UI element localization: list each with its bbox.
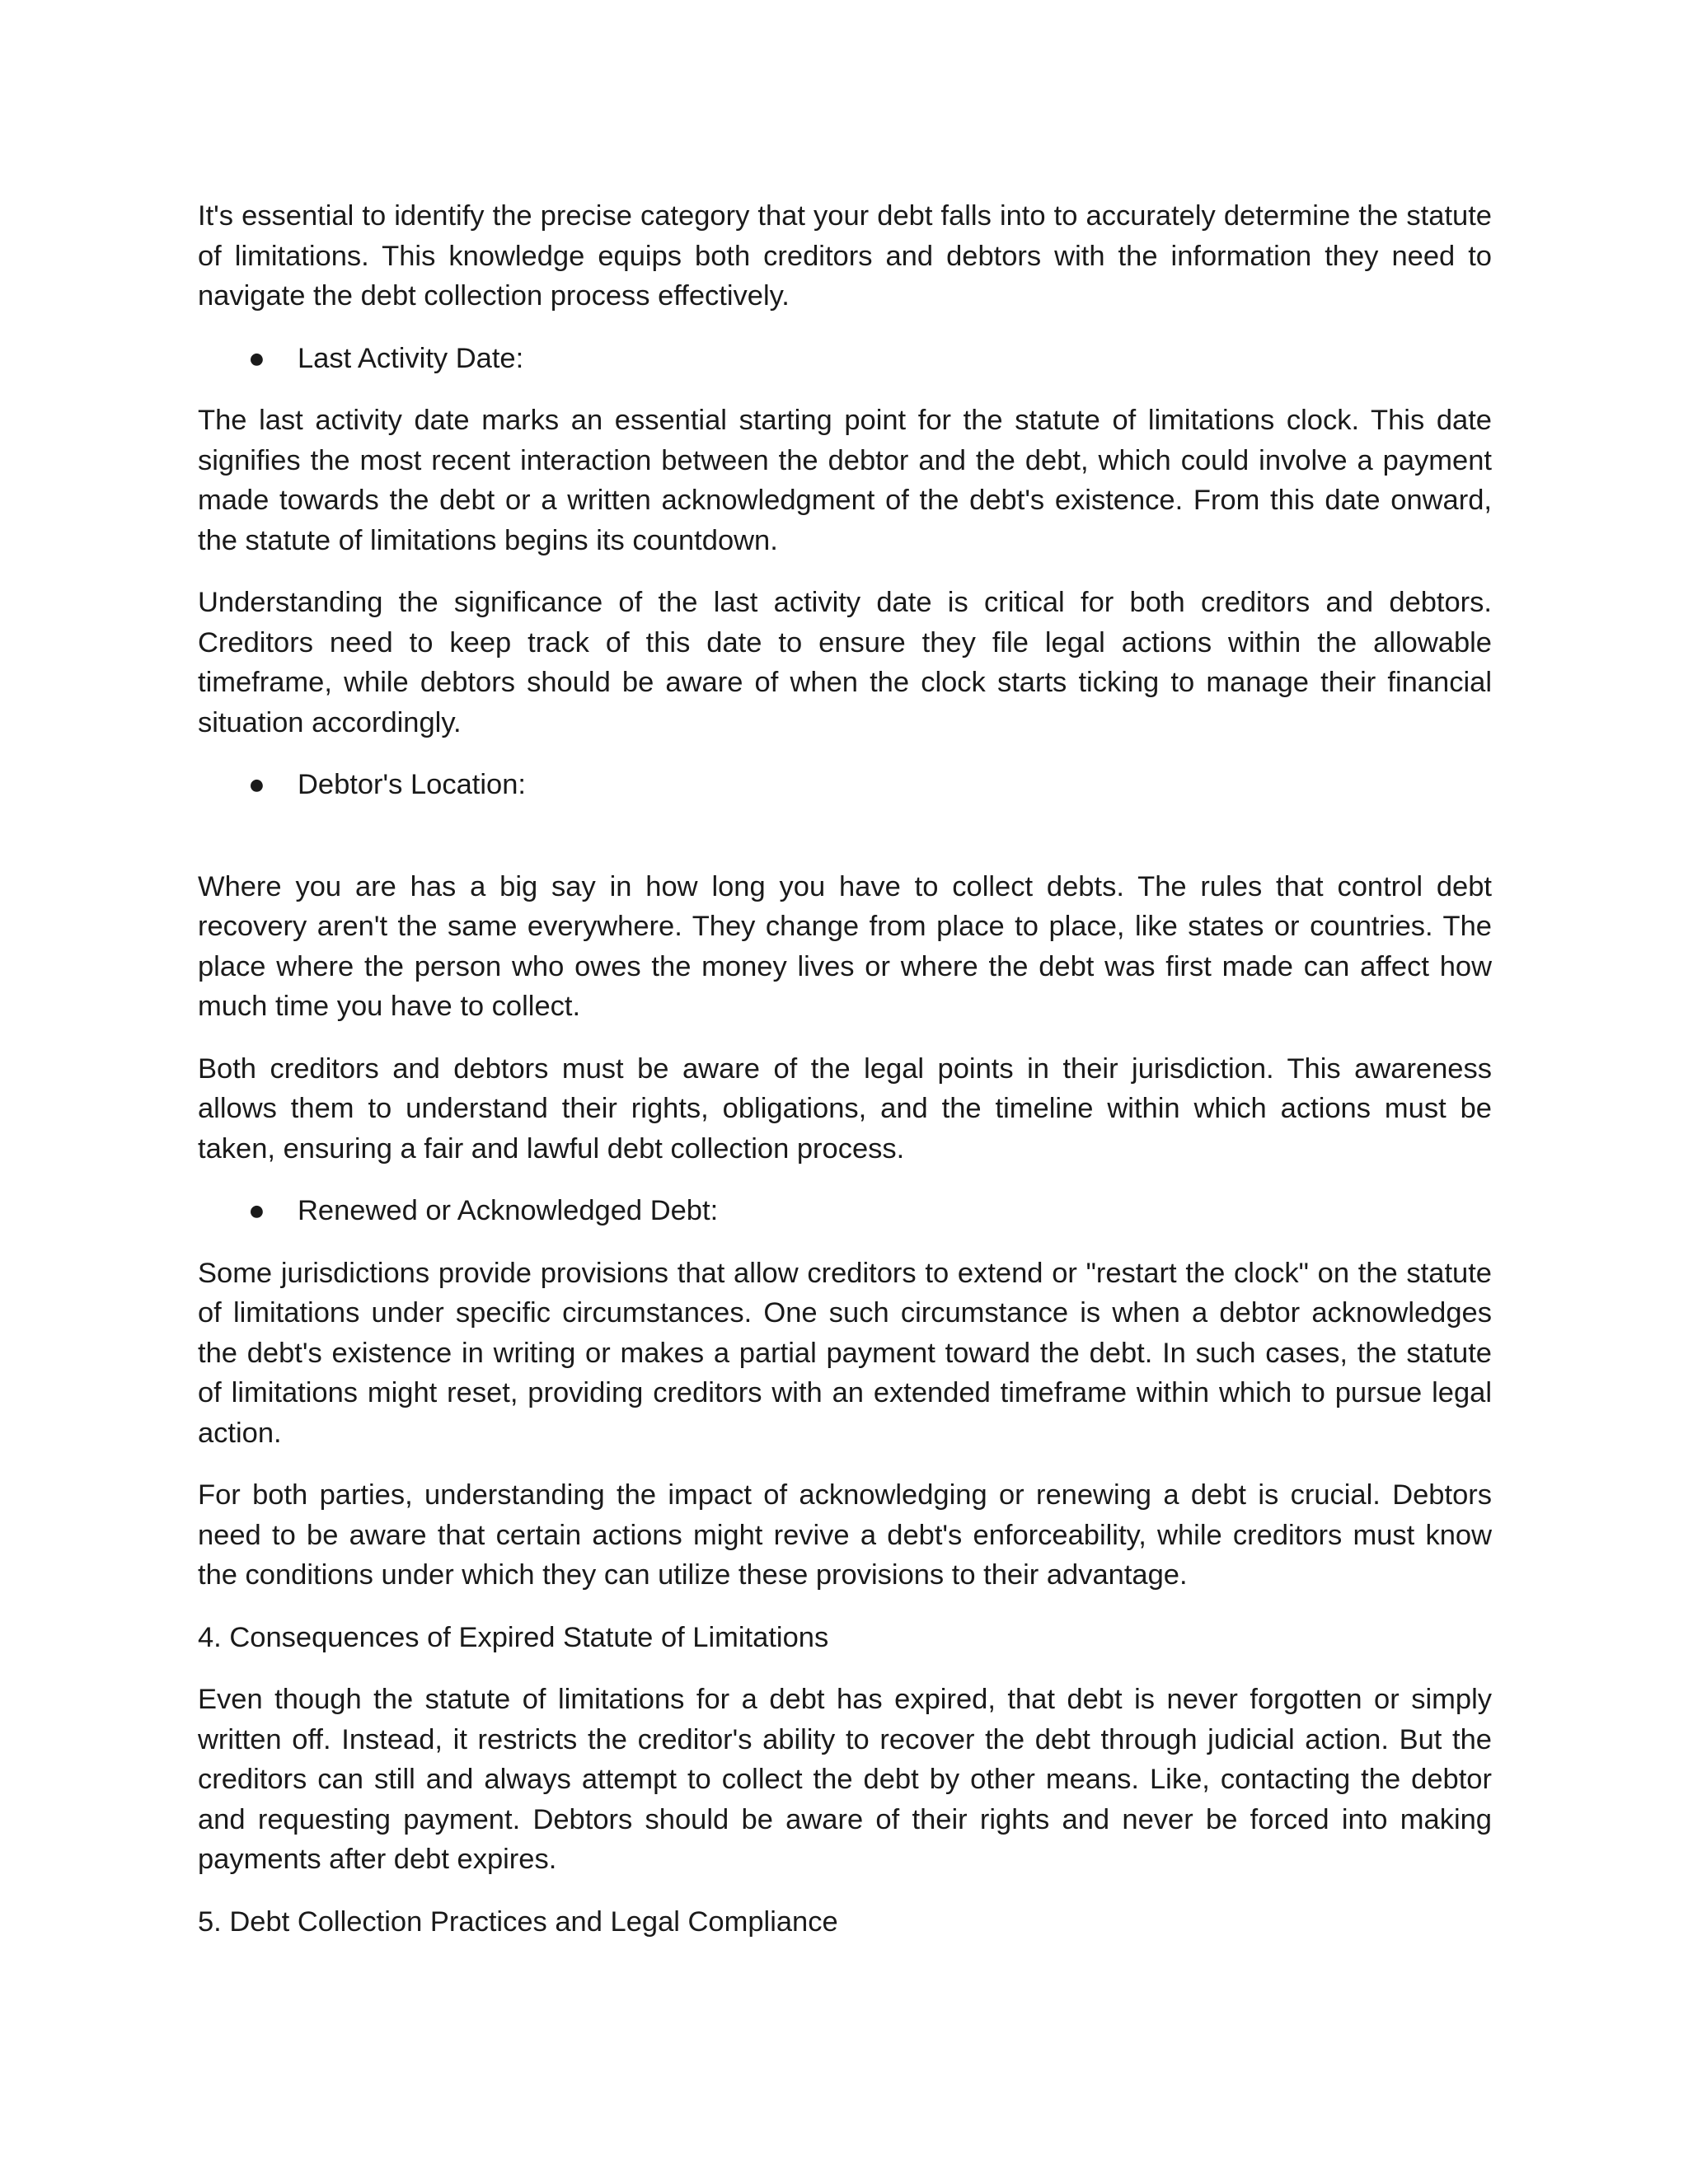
paragraph-expired-consequences: Even though the statute of limitations for a debt has expired, that debt is never forgotten or simply written off. Instead, it restricts the creditor's ability to recover the debt through judicial action. But the creditors can still and always attempt to collect the debt by other means. Like, contacting the debtor and requesting payment. Debtors should be aware of their rights and never be forced into making payments after debt expires. [198, 1684, 1492, 1875]
document-page [198, 196, 1492, 1964]
bullet-debtors-location [198, 765, 1492, 805]
paragraph-last-activity-significance: Understanding the significance of the last activity date is critical for both creditors and debtors. Creditors need to keep track of this date to ensure they file legal actions within the allowable timeframe, while debtors should be aware of when the clock starts ticking to manage their financial situation accordingly. [198, 587, 1492, 738]
bullet-dot-icon: ● [248, 1195, 265, 1226]
bullet-dot-icon: ● [248, 342, 265, 374]
bullet-last-activity-date [198, 339, 1492, 379]
paragraph-acknowledging-impact: For both parties, understanding the impact of acknowledging or renewing a debt is crucial. Debtors need to be aware that certain actions might revive a debt's enforceability, while creditors must know the conditions under which they can utilize these provisions to their advantage. [198, 1479, 1492, 1591]
paragraph-last-activity-date: The last activity date marks an essential starting point for the statute of limitations clock. This date signifies the most recent interaction between the debtor and the debt, which could involve a payment made towards the debt or a written acknowledgment of the debt's existence. From this date onward, the statute of limitations begins its countdown. [198, 405, 1492, 556]
bullet-dot-icon: ● [248, 769, 265, 800]
bullet-label: Last Activity Date: [298, 342, 524, 374]
paragraph-debt-category: It's essential to identify the precise category that your debt falls into to accurately determine the statute of limitations. This knowledge equips both creditors and debtors with the information they need to navigate the debt collection process effectively. [198, 200, 1492, 312]
section-heading-5: 5. Debt Collection Practices and Legal Compliance [198, 1905, 838, 1938]
paragraph-jurisdiction-awareness: Both creditors and debtors must be aware of the legal points in their jurisdiction. This awareness allows them to understand their rights, obligations, and the timeline within which actions must be taken, ensuring a fair and lawful debt collection process. [198, 1052, 1492, 1165]
bullet-label: Debtor's Location: [298, 769, 526, 800]
bullet-label: Renewed or Acknowledged Debt: [298, 1195, 719, 1226]
paragraph-debtors-location: Where you are has a big say in how long you have to collect debts. The rules that control debt recovery aren't the same everywhere. They change from place to place, like states or countries. The place where the person who owes the money lives or where the debt was first made can affect how much time you have to collect. [198, 870, 1492, 1022]
paragraph-restart-clock: Some jurisdictions provide provisions that allow creditors to extend or "restart the clock" on the statute of limitations under specific circumstances. One such circumstance is when a debtor acknowledges the debt's existence in writing or makes a partial payment toward the debt. In such cases, the statute of limitations might reset, providing creditors with an extended timeframe within which to pursue legal action. [198, 1257, 1492, 1449]
bullet-renewed-acknowledged-debt [198, 1191, 1492, 1231]
section-heading-4: 4. Consequences of Expired Statute of Limitations [198, 1621, 829, 1653]
